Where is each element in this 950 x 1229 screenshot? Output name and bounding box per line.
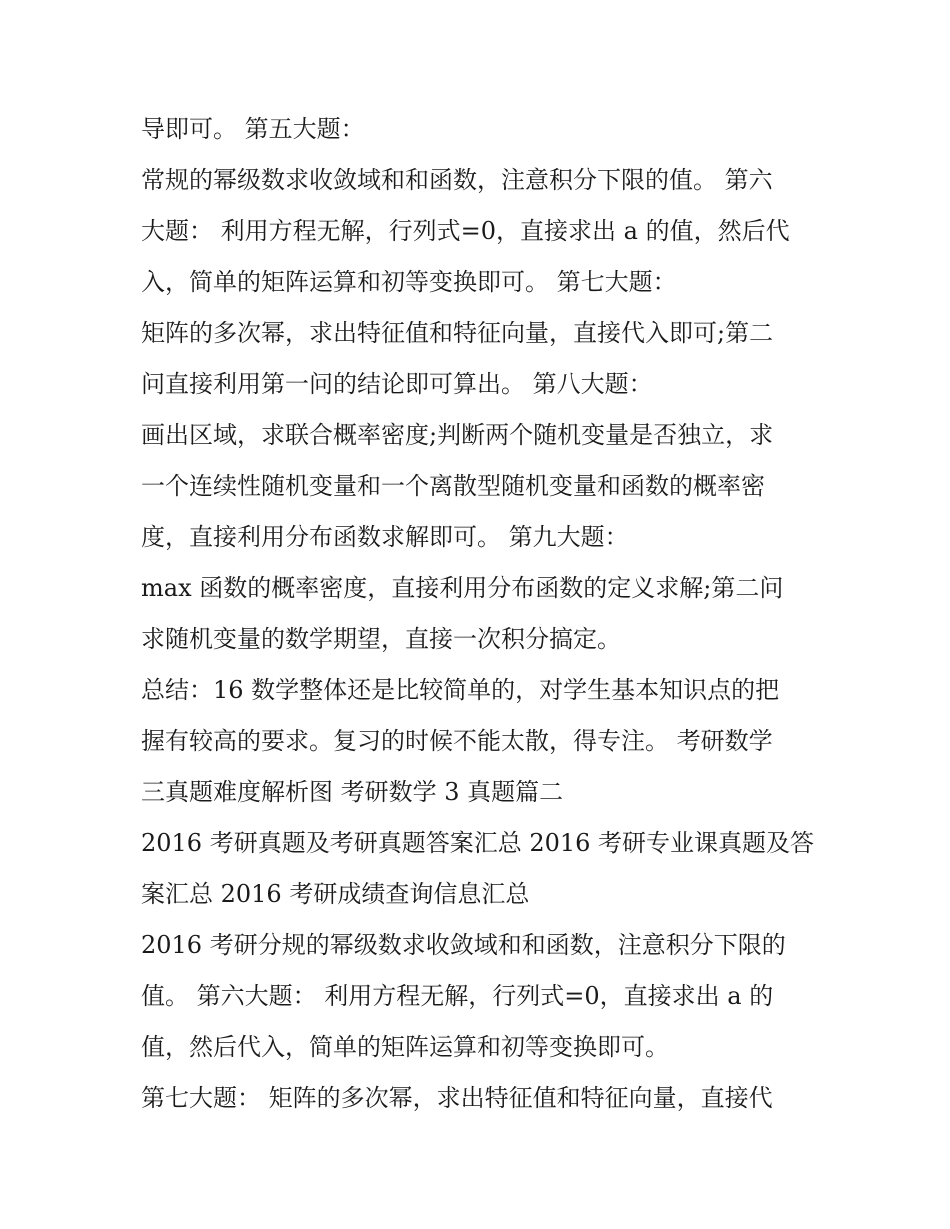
text-line: 三真题难度解析图 考研数学 3 真题篇二 [141,778,564,806]
text-line: 握有较高的要求。复习的时候不能太散，得专注。 考研数学 [141,727,773,755]
text-line: 矩阵的多次幂，求出特征值和特征向量，直接代入即可;第二 [141,319,774,347]
text-line: max 函数的概率密度，直接利用分布函数的定义求解;第二问 [141,574,784,602]
text-line: 2016 考研真题及考研真题答案汇总 2016 考研专业课真题及答 [141,829,815,857]
text-line: 值。 第六大题： 利用方程无解，行列式=0，直接求出 a 的 [141,982,774,1010]
text-line: 2016 考研分规的幂级数求收敛域和和函数，注意积分下限的 [141,931,786,959]
text-line: 大题： 利用方程无解，行列式=0，直接求出 a 的值，然后代 [141,217,790,245]
text-line: 度，直接利用分布函数求解即可。 第九大题： [141,523,629,551]
text-line: 案汇总 2016 考研成绩查询信息汇总 [141,880,530,908]
text-line: 一个连续性随机变量和一个离散型随机变量和函数的概率密 [141,472,765,500]
text-line: 常规的幂级数求收敛域和和函数，注意积分下限的值。 第六 [141,166,773,194]
text-line: 入，简单的矩阵运算和初等变换即可。 第七大题： [141,268,677,296]
text-line: 第七大题： 矩阵的多次幂，求出特征值和特征向量，直接代 [141,1084,773,1112]
text-line: 画出区域，求联合概率密度;判断两个随机变量是否独立，求 [141,421,774,449]
text-line: 求随机变量的数学期望，直接一次积分搞定。 [141,625,621,653]
text-line: 问直接利用第一问的结论即可算出。 第八大题： [141,370,653,398]
text-line: 总结：16 数学整体还是比较简单的，对学生基本知识点的把 [141,676,780,704]
text-line: 值，然后代入，简单的矩阵运算和初等变换即可。 [141,1033,669,1061]
text-line: 导即可。 第五大题： [141,115,365,143]
